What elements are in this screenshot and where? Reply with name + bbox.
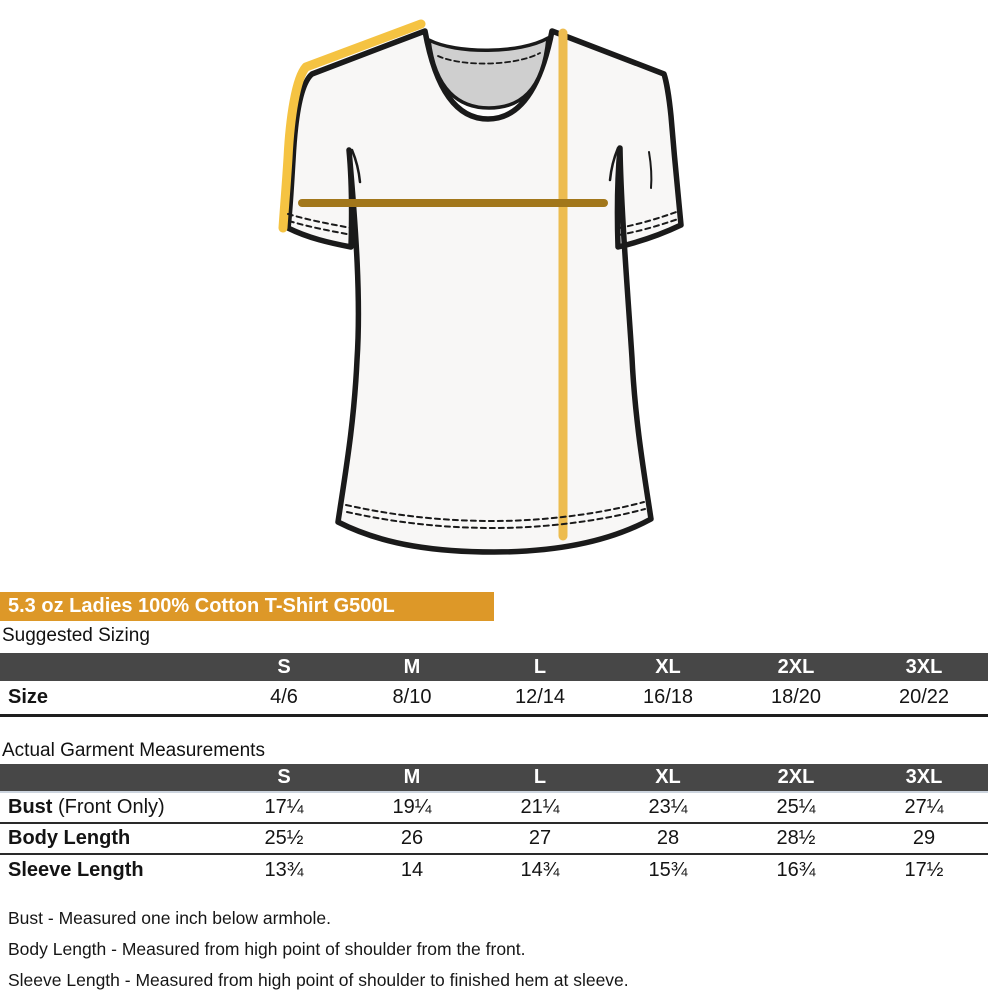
column-header-2xl: 2XL — [777, 655, 815, 678]
cell: 16/18 — [642, 686, 694, 708]
row-label: Sleeve Length — [8, 859, 144, 881]
cell: 17½ — [904, 859, 944, 881]
column-header-l: L — [533, 655, 547, 678]
column-header-2xl: 2XL — [777, 766, 815, 788]
table-row-sleeve-length — [0, 855, 988, 886]
garment-measurements-table — [0, 764, 988, 886]
measurement-notes — [8, 903, 629, 996]
column-header-s: S — [277, 766, 291, 788]
suggested-sizing-table — [0, 653, 988, 717]
product-title-banner — [0, 592, 494, 621]
cell: 14 — [400, 859, 424, 881]
cell: 25¼ — [776, 796, 816, 818]
cell: 8/10 — [392, 686, 432, 708]
column-header-m: M — [403, 766, 421, 788]
cell: 19¼ — [392, 796, 432, 818]
cell: 18/20 — [770, 686, 822, 708]
row-label: Body Length — [8, 827, 131, 849]
cell: 28 — [656, 827, 680, 849]
cell: 15¾ — [648, 859, 688, 881]
size-header-row — [0, 653, 988, 681]
cell: 14¾ — [520, 859, 560, 881]
size-header-row — [0, 764, 988, 793]
column-header-s: S — [277, 655, 291, 678]
cell: 21¼ — [520, 796, 560, 818]
cell: 27¼ — [904, 796, 944, 818]
cell: 13¾ — [264, 859, 304, 881]
note-bust: Bust - Measured one inch below armhole. — [8, 908, 331, 928]
cell: 16¾ — [776, 859, 816, 881]
column-header-xl: XL — [655, 766, 681, 788]
row-label: Size — [8, 686, 49, 708]
table-row-size — [0, 681, 988, 717]
cell: 23¼ — [648, 796, 688, 818]
column-header-xl: XL — [655, 655, 681, 678]
cell: 4/6 — [270, 686, 298, 708]
cell: 25½ — [264, 827, 304, 849]
table-row-bust — [0, 793, 988, 824]
suggested-sizing-heading: Suggested Sizing — [2, 625, 150, 646]
cell: 27 — [528, 827, 552, 849]
column-header-3xl: 3XL — [905, 655, 943, 678]
note-sleeve-length: Sleeve Length - Measured from high point of shoulder to finished hem at sleeve. — [8, 970, 629, 990]
cell: 12/14 — [514, 686, 566, 708]
product-title: 5.3 oz Ladies 100% Cotton T-Shirt G500L — [8, 595, 395, 617]
cell: 28½ — [776, 827, 816, 849]
cell: 20/22 — [898, 686, 950, 708]
cell: 26 — [400, 827, 424, 849]
cell: 17¼ — [264, 796, 304, 818]
table-row-body-length — [0, 824, 988, 855]
column-header-l: L — [533, 766, 547, 788]
cell: 29 — [912, 827, 936, 849]
garment-measurements-heading: Actual Garment Measurements — [2, 740, 265, 761]
column-header-3xl: 3XL — [905, 766, 943, 788]
note-body-length: Body Length - Measured from high point of shoulder from the front. — [8, 939, 526, 959]
row-label: Bust (Front Only) — [8, 796, 165, 818]
column-header-m: M — [403, 655, 421, 678]
